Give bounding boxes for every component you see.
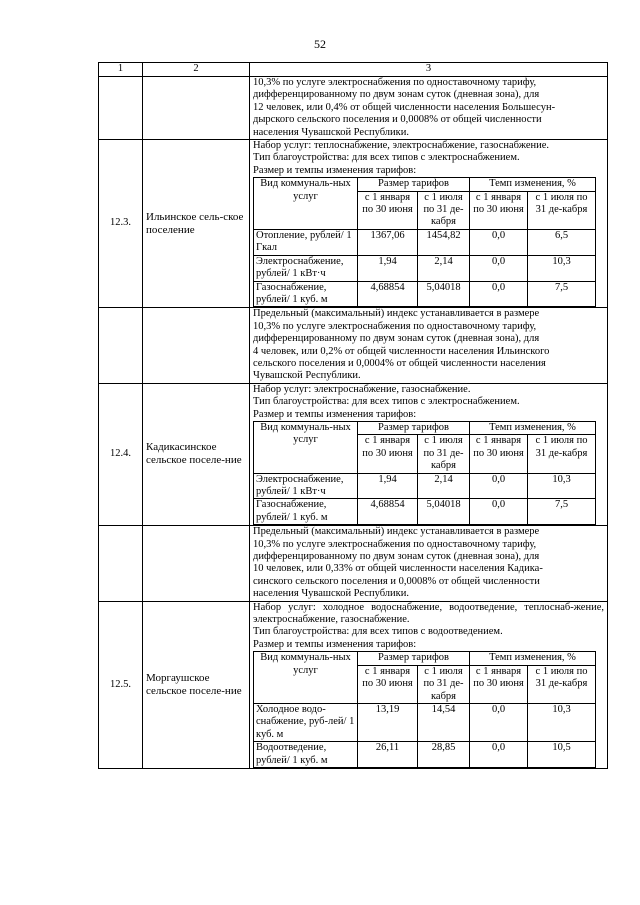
table-row	[254, 281, 596, 307]
table-row	[254, 742, 596, 768]
table-row	[254, 703, 596, 741]
section-name: Кадикасинское сельское поселе-ние	[143, 383, 250, 525]
service-name: Газоснабжение, рублей/ 1 куб. м	[254, 499, 358, 525]
header-col3: 3	[250, 63, 608, 77]
section-name: Моргаушское сельское поселе-ние	[143, 601, 250, 768]
services-line: Набор услуг: холодное водоснабжение, водоотведение, теплоснаб-жение, электроснабжение, газоснабжение.	[253, 601, 604, 626]
section-number: 12.3.	[99, 140, 143, 308]
improvement-line: Тип благоустройства: для всех типов с водоотведением.	[253, 626, 503, 638]
text-line: Предельный (максимальный) индекс устанавливается в размере	[253, 526, 540, 538]
col-kind: Вид коммуналь-ных услуг	[254, 652, 358, 704]
rate-1: 0,0	[470, 473, 528, 499]
text-line: 12 человек, или 0,4% от общей численности населения Большесун-	[253, 101, 556, 113]
section-row-12-4	[99, 383, 608, 525]
col-period-1: с 1 января по 30 июня	[470, 435, 528, 473]
col-period-2: с 1 июля по 31 де-кабря	[528, 665, 596, 703]
header-col2: 2	[143, 63, 250, 77]
rate-1: 0,0	[470, 703, 528, 741]
section-number: 12.4.	[99, 383, 143, 525]
limit-row-12-3	[99, 308, 608, 383]
services-line: Набор услуг: электроснабжение, газоснабжение.	[253, 383, 471, 395]
tariff-table	[253, 651, 596, 768]
col-period-1: с 1 января по 30 июня	[358, 191, 418, 229]
service-name: Водоотведение, рублей/ 1 куб. м	[254, 742, 358, 768]
rate-1: 0,0	[470, 499, 528, 525]
table-row	[254, 255, 596, 281]
tariff-1: 4,68854	[358, 281, 418, 307]
table-title: Размер и темпы изменения тарифов:	[253, 164, 417, 176]
table-row	[254, 473, 596, 499]
services-line: Набор услуг: теплоснабжение, электроснабжение, газоснабжение.	[253, 140, 550, 152]
rate-2: 7,5	[528, 281, 596, 307]
tariff-2: 2,14	[418, 473, 470, 499]
tariff-2: 2,14	[418, 255, 470, 281]
text-line: 10,3% по услуге электроснабжения по одноставочному тарифу,	[253, 538, 537, 550]
tariff-1: 1,94	[358, 473, 418, 499]
page-number: 52	[314, 37, 326, 51]
text-line: дифференцированному по двум зонам суток (дневная зона), для	[253, 89, 540, 101]
tariff-table	[253, 421, 596, 525]
text-line: дифференцированному по двум зонам суток (дневная зона), для	[253, 333, 540, 345]
tariff-1: 1367,06	[358, 229, 418, 255]
col-period-2: с 1 июля по 31 де-кабря	[418, 665, 470, 703]
service-name: Холодное водо-снабжение, руб-лей/ 1 куб. м	[254, 703, 358, 741]
col-period-2: с 1 июля по 31 де-кабря	[528, 191, 596, 229]
rate-2: 10,3	[528, 255, 596, 281]
section-row-12-5	[99, 601, 608, 768]
col-period-2: с 1 июля по 31 де-кабря	[418, 435, 470, 473]
table-row	[254, 229, 596, 255]
section-name: Ильинское сель-ское поселение	[143, 140, 250, 308]
tariff-1: 4,68854	[358, 499, 418, 525]
header-col1: 1	[99, 63, 143, 77]
service-name: Отопление, рублей/ 1 Гкал	[254, 229, 358, 255]
text-line: 10,3% по услуге электроснабжения по одноставочному тарифу,	[253, 77, 537, 88]
text-line: Чувашской Республики.	[253, 370, 361, 382]
tariff-document-table	[98, 62, 608, 769]
text-line: дифференцированному по двум зонам суток (дневная зона), для	[253, 551, 540, 563]
text-line: сельского поселения и 0,0004% от общей численности населения	[253, 357, 546, 369]
section-content	[250, 383, 608, 525]
text-line: дырского сельского поселения и 0,0008% от общей численности	[253, 114, 542, 126]
rate-1: 0,0	[470, 281, 528, 307]
continuation-text	[250, 77, 608, 140]
limit-text	[250, 308, 608, 383]
improvement-line: Тип благоустройства: для всех типов с электроснабжением.	[253, 396, 520, 408]
service-name: Электроснабжение, рублей/ 1 кВт·ч	[254, 255, 358, 281]
rate-1: 0,0	[470, 742, 528, 768]
tariff-table	[253, 177, 596, 307]
tariff-2: 1454,82	[418, 229, 470, 255]
tariff-2: 28,85	[418, 742, 470, 768]
text-line: 10,3% по услуге электроснабжения по одноставочному тарифу,	[253, 320, 537, 332]
col-period-2: с 1 июля по 31 де-кабря	[528, 435, 596, 473]
limit-text	[250, 526, 608, 601]
col-kind: Вид коммуналь-ных услуг	[254, 421, 358, 473]
text-line: 4 человек, или 0,2% от общей численности населения Ильинского	[253, 345, 550, 357]
continuation-row	[99, 77, 608, 140]
rate-2: 6,5	[528, 229, 596, 255]
tariff-1: 26,11	[358, 742, 418, 768]
rate-2: 10,3	[528, 473, 596, 499]
col-period-1: с 1 января по 30 июня	[358, 435, 418, 473]
text-line: 10 человек, или 0,33% от общей численности населения Кадика-	[253, 563, 543, 575]
col-kind: Вид коммуналь-ных услуг	[254, 178, 358, 230]
table-row	[254, 499, 596, 525]
header-row	[99, 63, 608, 77]
section-row-12-3	[99, 140, 608, 308]
col-tariff-change: Темп изменения, %	[470, 178, 596, 191]
section-content	[250, 601, 608, 768]
tariff-2: 5,04018	[418, 499, 470, 525]
service-name: Газоснабжение, рублей/ 1 куб. м	[254, 281, 358, 307]
col-period-1: с 1 января по 30 июня	[470, 191, 528, 229]
rate-1: 0,0	[470, 229, 528, 255]
rate-2: 10,3	[528, 703, 596, 741]
col-period-2: с 1 июля по 31 де-кабря	[418, 191, 470, 229]
col-tariff-size: Размер тарифов	[358, 421, 470, 434]
tariff-1: 1,94	[358, 255, 418, 281]
tariff-2: 14,54	[418, 703, 470, 741]
table-title: Размер и темпы изменения тарифов:	[253, 638, 417, 650]
col-tariff-size: Размер тарифов	[358, 178, 470, 191]
text-line: населения Чувашской Республики.	[253, 588, 409, 600]
rate-2: 10,5	[528, 742, 596, 768]
text-line: Предельный (максимальный) индекс устанавливается в размере	[253, 308, 540, 320]
col-period-1: с 1 января по 30 июня	[358, 665, 418, 703]
section-number: 12.5.	[99, 601, 143, 768]
service-name: Электроснабжение, рублей/ 1 кВт·ч	[254, 473, 358, 499]
limit-row-12-4	[99, 526, 608, 601]
col-tariff-change: Темп изменения, %	[470, 421, 596, 434]
tariff-2: 5,04018	[418, 281, 470, 307]
text-line: населения Чувашской Республики.	[253, 126, 409, 138]
col-tariff-change: Темп изменения, %	[470, 652, 596, 665]
col-tariff-size: Размер тарифов	[358, 652, 470, 665]
section-content	[250, 140, 608, 308]
text-line: синского сельского поселения и 0,0008% от общей численности	[253, 575, 540, 587]
improvement-line: Тип благоустройства: для всех типов с электроснабжением.	[253, 152, 520, 164]
col-period-1: с 1 января по 30 июня	[470, 665, 528, 703]
rate-2: 7,5	[528, 499, 596, 525]
table-title: Размер и темпы изменения тарифов:	[253, 408, 417, 420]
rate-1: 0,0	[470, 255, 528, 281]
tariff-1: 13,19	[358, 703, 418, 741]
